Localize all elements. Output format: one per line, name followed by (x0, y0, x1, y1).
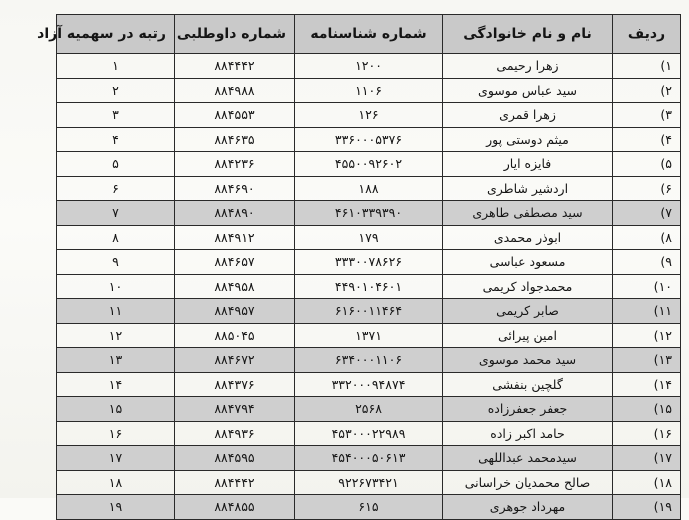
volunteer-number-cell: ۸۸۴۶۳۵ (175, 127, 295, 152)
volunteer-number-cell: ۸۸۴۷۹۴ (175, 397, 295, 422)
row-number-cell: ۸) (613, 225, 681, 250)
full-name-cell: سید مصطفی طاهری (443, 201, 613, 226)
table-row (57, 372, 681, 397)
table-row (57, 299, 681, 324)
table-row (57, 201, 681, 226)
id-number-cell: ۴۵۳۰۰۰۲۲۹۸۹ (295, 421, 443, 446)
id-number-cell: ۶۱۵ (295, 495, 443, 520)
rank-cell: ۲ (57, 78, 175, 103)
table-row (57, 274, 681, 299)
volunteer-number-cell: ۸۸۴۲۳۶ (175, 152, 295, 177)
id-number-cell: ۱۳۷۱ (295, 323, 443, 348)
volunteer-number-cell: ۸۸۴۹۵۷ (175, 299, 295, 324)
row-number-cell: ۲) (613, 78, 681, 103)
id-number-cell: ۶۱۶۰۰۱۱۴۶۴ (295, 299, 443, 324)
id-number-cell: ۱۲۶ (295, 103, 443, 128)
table-row (57, 54, 681, 79)
row-number-cell: ۳) (613, 103, 681, 128)
rank-cell: ۵ (57, 152, 175, 177)
volunteer-number-cell: ۸۸۴۸۵۵ (175, 495, 295, 520)
table-row (57, 323, 681, 348)
table-row (57, 176, 681, 201)
full-name-cell: محمدجواد کریمی (443, 274, 613, 299)
candidates-table (37, 14, 681, 520)
full-name-cell: صابر کریمی (443, 299, 613, 324)
volunteer-number-cell: ۸۸۴۵۵۳ (175, 103, 295, 128)
full-name-cell: اردشیر شاطری (443, 176, 613, 201)
rank-cell: ۳ (57, 103, 175, 128)
row-number-cell: ۴) (613, 127, 681, 152)
full-name-cell: سیدمحمد عبداللهی (443, 446, 613, 471)
volunteer-number-cell: ۸۸۵۰۴۵ (175, 323, 295, 348)
full-name-cell: ابوذر محمدی (443, 225, 613, 250)
row-number-cell: ۱۲) (613, 323, 681, 348)
full-name-cell: زهرا قمری (443, 103, 613, 128)
table-row (57, 348, 681, 373)
row-number-cell: ۱۴) (613, 372, 681, 397)
row-number-cell: ۱۸) (613, 470, 681, 495)
row-number-cell: ۵) (613, 152, 681, 177)
id-number-cell: ۱۷۹ (295, 225, 443, 250)
volunteer-number-cell: ۸۸۴۸۹۰ (175, 201, 295, 226)
table-header-row (57, 15, 681, 54)
volunteer-number-cell: ۸۸۴۵۹۵ (175, 446, 295, 471)
rank-cell: ۱۲ (57, 323, 175, 348)
full-name-cell: مسعود عباسی (443, 250, 613, 275)
volunteer-number-cell: ۸۸۴۹۱۲ (175, 225, 295, 250)
id-number-cell: ۳۳۳۰۰۷۸۶۲۶ (295, 250, 443, 275)
full-name-cell: سید عباس موسوی (443, 78, 613, 103)
table-row (57, 152, 681, 177)
rank-cell: ۱۶ (57, 421, 175, 446)
header-row-number: ردیف (613, 15, 681, 54)
row-number-cell: ۶) (613, 176, 681, 201)
row-number-cell: ۱۶) (613, 421, 681, 446)
table-row (57, 397, 681, 422)
volunteer-number-cell: ۸۸۴۶۵۷ (175, 250, 295, 275)
full-name-cell: مهرداد جوهری (443, 495, 613, 520)
row-number-cell: ۱۱) (613, 299, 681, 324)
table-row (57, 446, 681, 471)
row-number-cell: ۹) (613, 250, 681, 275)
id-number-cell: ۱۱۰۶ (295, 78, 443, 103)
row-number-cell: ۱۷) (613, 446, 681, 471)
header-id-number: شماره شناسنامه (295, 15, 443, 54)
table-row (57, 470, 681, 495)
row-number-cell: ۷) (613, 201, 681, 226)
full-name-cell: جعفر جعفرزاده (443, 397, 613, 422)
rank-cell: ۷ (57, 201, 175, 226)
full-name-cell: صالح محمدیان خراسانی (443, 470, 613, 495)
header-rank: رتبه در سهمیه آزاد (57, 15, 175, 54)
rank-cell: ۱۹ (57, 495, 175, 520)
table-row (57, 225, 681, 250)
table-row (57, 250, 681, 275)
id-number-cell: ۹۲۲۶۷۳۴۲۱ (295, 470, 443, 495)
row-number-cell: ۱۹) (613, 495, 681, 520)
volunteer-number-cell: ۸۸۴۳۷۶ (175, 372, 295, 397)
rank-cell: ۱۳ (57, 348, 175, 373)
rank-cell: ۶ (57, 176, 175, 201)
table-row (57, 495, 681, 520)
header-full-name: نام و نام خانوادگی (443, 15, 613, 54)
rank-cell: ۹ (57, 250, 175, 275)
id-number-cell: ۲۵۶۸ (295, 397, 443, 422)
table-row (57, 78, 681, 103)
volunteer-number-cell: ۸۸۴۴۴۲ (175, 54, 295, 79)
id-number-cell: ۴۴۹۰۱۰۴۶۰۱ (295, 274, 443, 299)
table-row (57, 127, 681, 152)
rank-cell: ۱۱ (57, 299, 175, 324)
rank-cell: ۱۸ (57, 470, 175, 495)
table-body (57, 54, 681, 520)
volunteer-number-cell: ۸۸۴۹۵۸ (175, 274, 295, 299)
row-number-cell: ۱۰) (613, 274, 681, 299)
id-number-cell: ۶۳۴۰۰۰۱۱۰۶ (295, 348, 443, 373)
volunteer-number-cell: ۸۸۴۹۸۸ (175, 78, 295, 103)
rank-cell: ۱۵ (57, 397, 175, 422)
rank-cell: ۱۴ (57, 372, 175, 397)
rank-cell: ۱۰ (57, 274, 175, 299)
rank-cell: ۴ (57, 127, 175, 152)
id-number-cell: ۳۳۲۰۰۰۹۴۸۷۴ (295, 372, 443, 397)
id-number-cell: ۳۳۶۰۰۰۵۳۷۶ (295, 127, 443, 152)
full-name-cell: گلچین بنفشی (443, 372, 613, 397)
id-number-cell: ۴۵۵۰۰۹۲۶۰۲ (295, 152, 443, 177)
full-name-cell: امین پیرائی (443, 323, 613, 348)
table-row (57, 103, 681, 128)
table-row (57, 421, 681, 446)
volunteer-number-cell: ۸۸۴۴۴۲ (175, 470, 295, 495)
full-name-cell: حامد اکبر زاده (443, 421, 613, 446)
id-number-cell: ۴۵۴۰۰۰۵۰۶۱۳ (295, 446, 443, 471)
id-number-cell: ۱۸۸ (295, 176, 443, 201)
full-name-cell: زهرا رحیمی (443, 54, 613, 79)
id-number-cell: ۴۶۱۰۳۳۹۳۹۰ (295, 201, 443, 226)
volunteer-number-cell: ۸۸۴۶۷۲ (175, 348, 295, 373)
full-name-cell: میثم دوستی پور (443, 127, 613, 152)
row-number-cell: ۱۵) (613, 397, 681, 422)
volunteer-number-cell: ۸۸۴۶۹۰ (175, 176, 295, 201)
rank-cell: ۱ (57, 54, 175, 79)
full-name-cell: سید محمد موسوی (443, 348, 613, 373)
volunteer-number-cell: ۸۸۴۹۳۶ (175, 421, 295, 446)
rank-cell: ۸ (57, 225, 175, 250)
header-volunteer-number: شماره داوطلبی (175, 15, 295, 54)
full-name-cell: فایزه ایار (443, 152, 613, 177)
row-number-cell: ۱) (613, 54, 681, 79)
id-number-cell: ۱۲۰۰ (295, 54, 443, 79)
rank-cell: ۱۷ (57, 446, 175, 471)
row-number-cell: ۱۳) (613, 348, 681, 373)
